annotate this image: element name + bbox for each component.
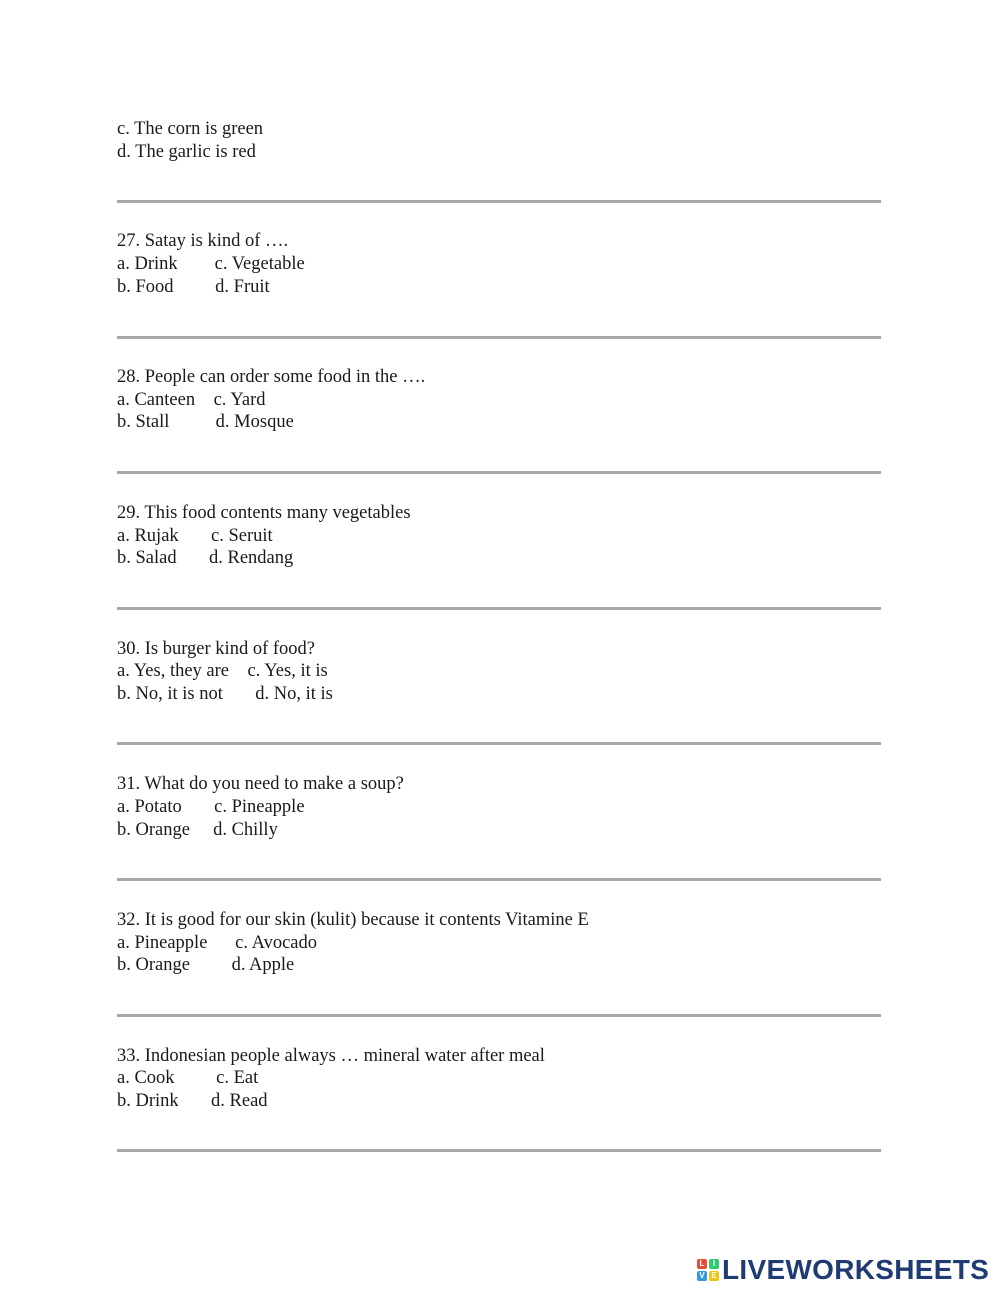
question-stem: 31. What do you need to make a soup? [117, 774, 404, 794]
option-line: c. The corn is green [117, 119, 264, 139]
answer-field[interactable] [117, 200, 881, 203]
option-line: b. Drink d. Read [117, 1091, 268, 1111]
option-line: a. Canteen c. Yard [117, 390, 266, 410]
question-stem: 28. People can order some food in the …. [117, 367, 426, 387]
option-line: a. Cook c. Eat [117, 1068, 259, 1088]
brand-mark-tile: L [697, 1259, 707, 1269]
answer-field[interactable] [117, 1014, 881, 1017]
question-stem: 27. Satay is kind of …. [117, 231, 289, 251]
brand-mark-icon [697, 1259, 719, 1281]
question-stem: 33. Indonesian people always … mineral water after meal [117, 1046, 545, 1066]
answer-field[interactable] [117, 1149, 881, 1152]
option-line: a. Pineapple c. Avocado [117, 933, 318, 953]
option-line: b. Orange d. Apple [117, 955, 295, 975]
brand-mark-tile: E [709, 1271, 719, 1281]
liveworksheets-logo [697, 1255, 989, 1285]
question-stem: 30. Is burger kind of food? [117, 639, 315, 659]
option-line: b. Salad d. Rendang [117, 548, 294, 568]
answer-field[interactable] [117, 878, 881, 881]
option-line: b. Stall d. Mosque [117, 412, 294, 432]
question-stem: 29. This food contents many vegetables [117, 503, 411, 523]
option-line: a. Potato c. Pineapple [117, 797, 305, 817]
brand-wordmark: LIVEWORKSHEETS [722, 1254, 990, 1285]
answer-field[interactable] [117, 471, 881, 474]
option-line: a. Drink c. Vegetable [117, 254, 305, 274]
question-stem: 32. It is good for our skin (kulit) because it contents Vitamine E [117, 910, 589, 930]
option-line: b. Orange d. Chilly [117, 820, 278, 840]
option-line: b. No, it is not d. No, it is [117, 684, 333, 704]
answer-field[interactable] [117, 607, 881, 610]
option-line: d. The garlic is red [117, 142, 256, 162]
brand-mark-tile: V [697, 1271, 707, 1281]
option-line: b. Food d. Fruit [117, 277, 270, 297]
brand-mark-tile: I [709, 1259, 719, 1269]
answer-field[interactable] [117, 336, 881, 339]
option-line: a. Rujak c. Seruit [117, 526, 273, 546]
option-line: a. Yes, they are c. Yes, it is [117, 661, 328, 681]
answer-field[interactable] [117, 742, 881, 745]
